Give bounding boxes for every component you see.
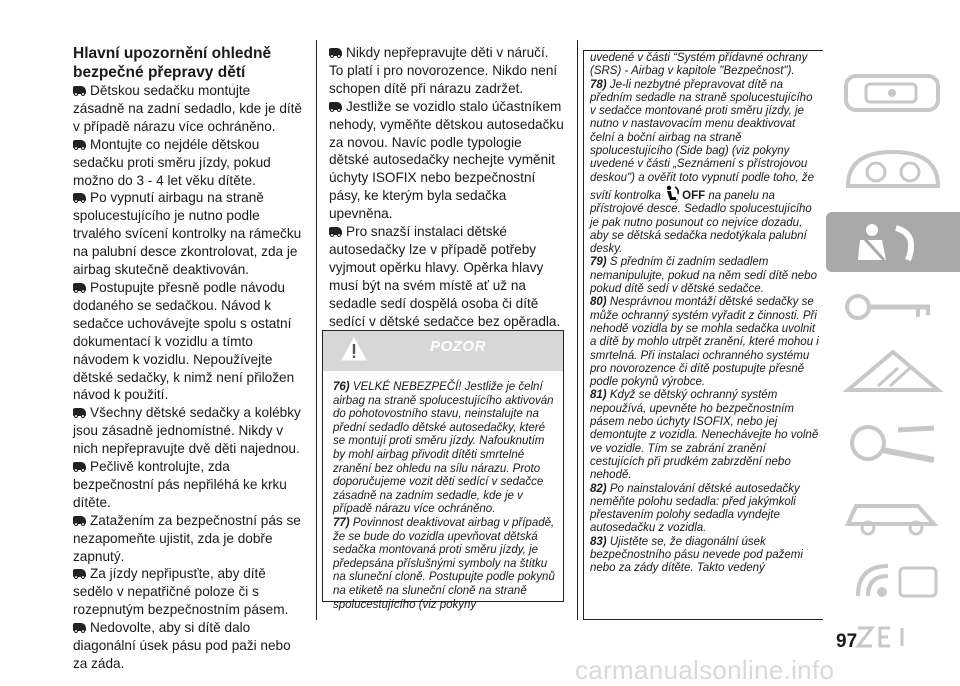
airbag-off-icon [664, 185, 682, 203]
car-bullet-icon [73, 569, 86, 577]
warning-frame-bottom [583, 619, 823, 620]
warning-body [323, 371, 563, 612]
bullet-item [329, 98, 565, 223]
note-79-number: 79) [590, 256, 607, 269]
key-icon [838, 284, 948, 330]
bullet-item [329, 223, 565, 330]
car-bullet-icon [73, 283, 86, 291]
bullet-text: Postupujte přesně podle návodu dodaného se sedačkou. Návod k sedačce uchovávejte spolu s ostatní dokumentací k vozidlu a tímto návodem k vozidlu. Nepoužívejte dětské sedačky, k nimž není přiložen návod k použití. [73, 279, 295, 403]
note-78-off-label: OFF [682, 189, 706, 202]
tab-maintenance[interactable] [826, 412, 960, 472]
note-77-number: 77) [333, 516, 350, 529]
car-bullet-icon [329, 102, 342, 110]
warning-title: POZOR [430, 338, 486, 355]
tab-multimedia[interactable] [826, 548, 960, 608]
car-bullet-icon [73, 462, 86, 470]
note-76-number: 76) [333, 381, 350, 393]
bullet-text: Nedovolte, aby si dítě dalo diagonální úsek pásu pod paži nebo za záda. [73, 620, 291, 671]
bullet-item [73, 82, 305, 136]
car-bullet-icon [73, 623, 86, 631]
car-bullet-icon [73, 86, 86, 94]
bullet-text: Montujte co nejdéle dětskou sedačku proti směru jízdy, pokud možno do 3 - 4 let věku dítěte. [73, 136, 271, 188]
bullet-item [73, 619, 305, 673]
warning-header [323, 331, 563, 371]
car-bullet-icon [73, 140, 86, 148]
bullet-text: Dětskou sedačku montujte zásadně na zadní sedadlo, kde je dítě v případě nárazu více ochráněno. [73, 83, 302, 134]
svg-text:2: 2 [675, 198, 678, 203]
note-80: Nesprávnou montáží dětské sedačky se může ochranný systém vyřadit z činnosti. Při nehodě vozidla by se mohla sedačka uvolnit a dítě by mohlo utrpět zranění, které mohou i smrtelná. Při instalaci ochranného systému pro novorozence či dítě postupujte přesně podle pokynů výrobce. [590, 296, 819, 389]
tab-safety[interactable] [826, 212, 960, 272]
bullet-item [73, 458, 305, 512]
bullet-text: Pečlivě kontrolujte, zda bezpečnostní pás nepřiléhá ke krku dítěte. [73, 459, 287, 510]
bullet-text: Po vypnutí airbagu na straně spolucestujícího je nutno podle trvalého svícení kontrolky na rámečku na palubní desce zkontrolovat, zda je airbag skutečně deaktivován. [73, 190, 302, 278]
car-bullet-icon [73, 516, 86, 524]
bullet-item [73, 279, 305, 404]
tab-dashboard[interactable] [826, 138, 960, 198]
note-83-number: 83) [590, 535, 607, 548]
bullet-list-2 [329, 44, 565, 331]
car-overview-icon [838, 70, 948, 116]
bullet-item [73, 136, 305, 190]
note-78-part-b: na panelu na přístrojové desce. Sedadlo spolucestujícího je pak nutno posunout co nejvíce dozadu, aby se dětská sedačka nedotýkala palubní desky. [590, 189, 812, 256]
car-bullet-icon [73, 193, 86, 201]
car-bullet-icon [73, 408, 86, 416]
car-bullet-icon [329, 227, 342, 235]
tab-technical-data[interactable] [826, 482, 960, 542]
bullet-item [73, 404, 305, 458]
bullet-item [73, 565, 305, 619]
bullet-text: Pro snazší instalaci dětské autosedačky lze v případě potřeby vyjmout opěrku hlavy. Opěrka hlavy musí být na svém místě ať už na sedadle sedí dospělá osoba či dítě sedící v dětské sedačce bez opěradla. [329, 224, 561, 329]
watermark: carmanualsonline.info [575, 655, 835, 685]
tab-emergency[interactable] [826, 340, 960, 400]
column-divider-1 [316, 40, 317, 620]
multimedia-icon [838, 556, 948, 602]
warning-frame-top [583, 50, 823, 51]
left-column [73, 44, 305, 673]
note-83: Ujistěte se, že diagonální úsek bezpečnostního pásu nevede pod pažemi nebo za zády dítěte. Takto vedený [590, 535, 803, 575]
dashboard-icon [838, 146, 948, 192]
bullet-text: Všechny dětské sedačky a kolébky jsou zásadně jednomístné. Nikdy v nich nepřepravujte dvě děti najednou. [73, 405, 301, 457]
tab-car-overview[interactable] [826, 62, 960, 122]
note-82-number: 82) [590, 482, 607, 495]
seatbelt-airbag-icon [838, 220, 948, 266]
bullet-text: Zatažením za bezpečnostní pás se nezapomeňte ujistit, zda je dobře zapnutý. [73, 512, 301, 564]
middle-column [329, 44, 565, 331]
bullet-list-1 [73, 82, 305, 673]
page-number: 97 [836, 631, 858, 652]
note-77: Povinnost deaktivovat airbag v případě, že se bude do vozidla upevňovat dětská sedačka montovaná proti směru jízdy, je předepsána příslušnými symboly na štítku na sluneční cloně. Postupujte podle pokynů na etiketě na sluneční cloně na straně spolucestujícího (viz pokyny [333, 516, 555, 611]
note-78-number: 78) [590, 78, 607, 91]
bullet-item [329, 44, 565, 98]
bullet-item [73, 512, 305, 566]
note-76: VELKÉ NEBEZPEČÍ! Jestliže je čelní airbag na straně spolucestujícího aktivován do pohotovostního stavu, neinstalujte na přední sedadlo dětské autosedačky, které se montují proti směru jízdy. Nafouknutím by mohl airbag přivodit dítěti smrtelné zranění bez ohledu na sílu nárazu. Proto doporučujeme vozit děti sedící v sedačce zásadně na zadním sedadle, kde je v případě nárazu více ochráněno. [333, 381, 554, 516]
note-82: Po nainstalování dětské autosedačky neměňte polohu sedadla: před jakýmkoli přestavením polohy sedadla vyndejte autosedačku z vozidla. [590, 482, 800, 535]
tab-starting-driving[interactable] [826, 276, 960, 336]
right-column [590, 52, 820, 576]
bullet-item [73, 189, 305, 279]
column-divider-2 [577, 40, 578, 620]
note-79: S předním či zadním sedadlem nemanipulujte, pokud na něm sedí dítě nebo pokud dítě sedí v dětské sedačce. [590, 256, 817, 296]
wrench-service-icon [838, 420, 948, 466]
warning-triangle-icon [838, 348, 948, 394]
note-80-number: 80) [590, 296, 607, 309]
bullet-text: Jestliže se vozidlo stalo účastníkem nehody, vyměňte dětskou autosedačku za novou. Navíc podle typologie dětské autosedačky nechejte vyměnit úchyty ISOFIX nebo bezpečnostní pásy, ke kterým byla sedačka upevněna. [329, 98, 564, 222]
section-heading: Hlavní upozornění ohledně bezpečné přepravy dětí [73, 45, 272, 81]
warning-box [322, 330, 564, 611]
note-81: Když se dětský ochranný systém nepoužívá, upevněte ho bezpečnostním pásem nebo úchyty ISOFIX, nebo jej demontujte z vozidla. Nenechávejte ho volně ve vozidle. Tím se zabrání zranění cestujících při prudkém zabrzdění nebo nehodě. [590, 389, 819, 482]
bullet-text: Za jízdy nepřipusťte, aby dítě sedělo v nepatřičné poloze či s rozepnutým bezpečnostním pásem. [73, 566, 289, 618]
note-81-number: 81) [590, 389, 607, 402]
car-bullet-icon [329, 48, 342, 56]
bullet-text: Nikdy nepřepravujte děti v náručí. To platí i pro novorozence. Nikdo není schopen dítě při nárazu zadržet. [329, 45, 558, 96]
note-78-part-a: Je-li nezbytné přepravovat dítě na předním sedadle na straně spolucestujícího v sedačce montované proti směru jízdy, je nutno v nastavovacím menu deaktivovat čelní a boční airbag na straně spolucestujícího (Side bag) (viz pokyny uvedené v části „Seznámení s přístrojovou deskou") a ověřit toto vypnutí podle toho, že svítí kontrolka [590, 78, 814, 202]
note-continued: uvedené v části “Systém přídavné ochrany (SRS) - Airbag v kapitole "Bezpečnost"). [590, 52, 808, 78]
warning-frame-left [583, 50, 584, 620]
car-tools-icon [838, 490, 948, 536]
